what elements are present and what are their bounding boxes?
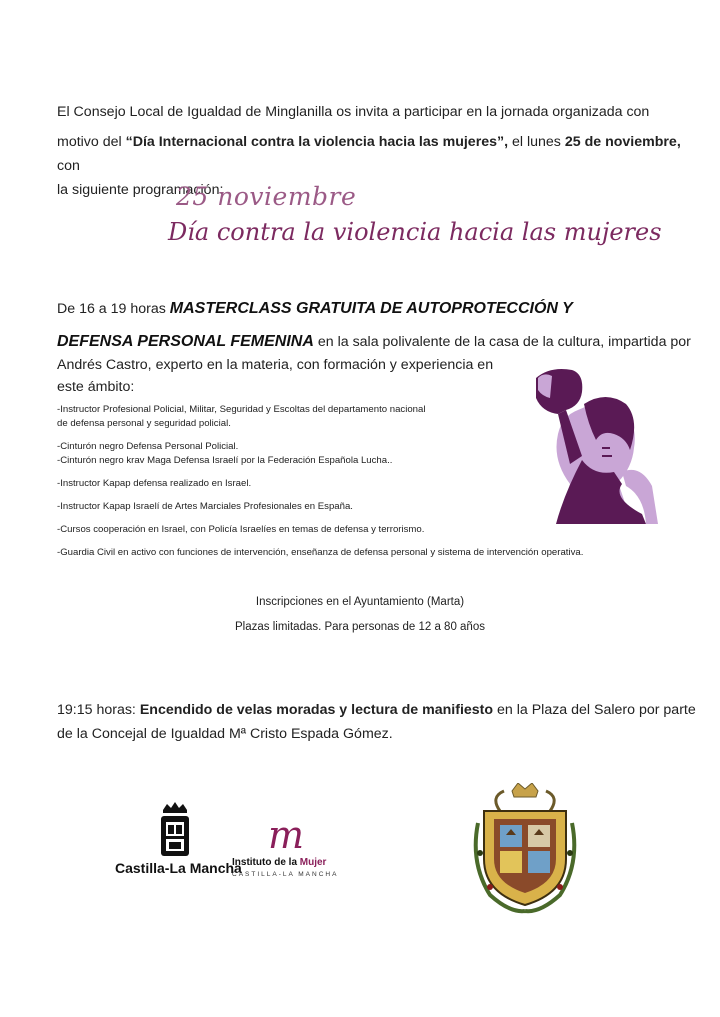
evening-activity: Encendido de velas moradas y lectura de manifiesto	[139, 702, 494, 718]
castilla-la-mancha-logo	[115, 800, 242, 885]
masterclass-heading	[57, 297, 687, 321]
instructor-line-2: este ámbito:	[57, 379, 135, 395]
banner-subtitle: Día contra la violencia hacia las mujeres	[168, 218, 662, 246]
intro-line-3: la siguiente programación:	[57, 182, 224, 198]
banner-date: 25 noviembre	[176, 182, 357, 211]
instructor-intro	[57, 354, 497, 398]
masterclass-time: De 16 a 19 horas	[57, 301, 170, 317]
intro-line-2-mid: el lunes	[508, 134, 565, 150]
credential-item: -Instructor Kapap Israelí de Artes Marciales Profesionales en España.	[57, 501, 353, 512]
credential-item: de defensa personal y seguridad policial.	[57, 418, 231, 429]
credential-item: -Cinturón negro Defensa Personal Policial.	[57, 441, 239, 452]
evening-location: en la Plaza del Salero por parte	[493, 702, 696, 718]
im-region: CASTILLA-LA MANCHA	[232, 871, 339, 878]
instructor-line-1: Andrés Castro, experto en la materia, con formación y experiencia en	[57, 357, 494, 373]
registration-limits: Plazas limitadas. Para personas de 12 a 80 años	[235, 621, 485, 633]
credential-item: -Instructor Kapap defensa realizado en Israel.	[57, 478, 252, 489]
handwritten-banner	[168, 182, 662, 262]
im-monogram: m	[268, 813, 305, 857]
castle-crown-icon	[155, 800, 195, 858]
intro-line-2-end: con	[57, 158, 80, 174]
instituto-de-la-mujer-logo	[232, 815, 352, 885]
event-date: 25 de noviembre,	[564, 134, 681, 150]
evening-event	[57, 698, 697, 746]
registration-info: Inscripciones en el Ayuntamiento (Marta)	[255, 596, 465, 608]
castilla-la-mancha-label: Castilla-La Mancha	[115, 860, 242, 876]
event-name: “Día Internacional contra la violencia hacia las mujeres”,	[125, 134, 509, 150]
credential-item: -Instructor Profesional Policial, Militar, Seguridad y Escoltas del departamento nacional	[57, 404, 426, 415]
credential-item: -Cinturón negro krav Maga Defensa Israelí por la Federación Española Lucha..	[57, 455, 393, 466]
raised-fist-woman-illustration	[522, 364, 666, 526]
evening-time: 19:15 horas:	[57, 702, 140, 718]
credential-item: -Cursos cooperación en Israel, con Policía Israelíes en temas de defensa y terrorismo.	[57, 524, 425, 535]
evening-host: de la Concejal de Igualdad Mª Cristo Espada Gómez.	[57, 726, 393, 742]
masterclass-line-2	[57, 330, 697, 354]
municipal-coat-of-arms	[470, 783, 580, 918]
credential-item: -Guardia Civil en activo con funciones de intervención, enseñanza de defensa personal y sistema de intervención operativa.	[57, 547, 584, 558]
intro-line-2-start: motivo del	[57, 134, 126, 150]
masterclass-title-2: DEFENSA PERSONAL FEMENINA	[57, 333, 314, 350]
intro-line-1: El Consejo Local de Igualdad de Minglanilla os invita a participar en la jornada organizada con	[57, 104, 650, 120]
im-name: Instituto de la Mujer	[232, 857, 327, 868]
masterclass-title-1: MASTERCLASS GRATUITA DE AUTOPROTECCIÓN Y	[169, 300, 573, 317]
masterclass-location: en la sala polivalente de la casa de la cultura, impartida por	[313, 334, 691, 350]
